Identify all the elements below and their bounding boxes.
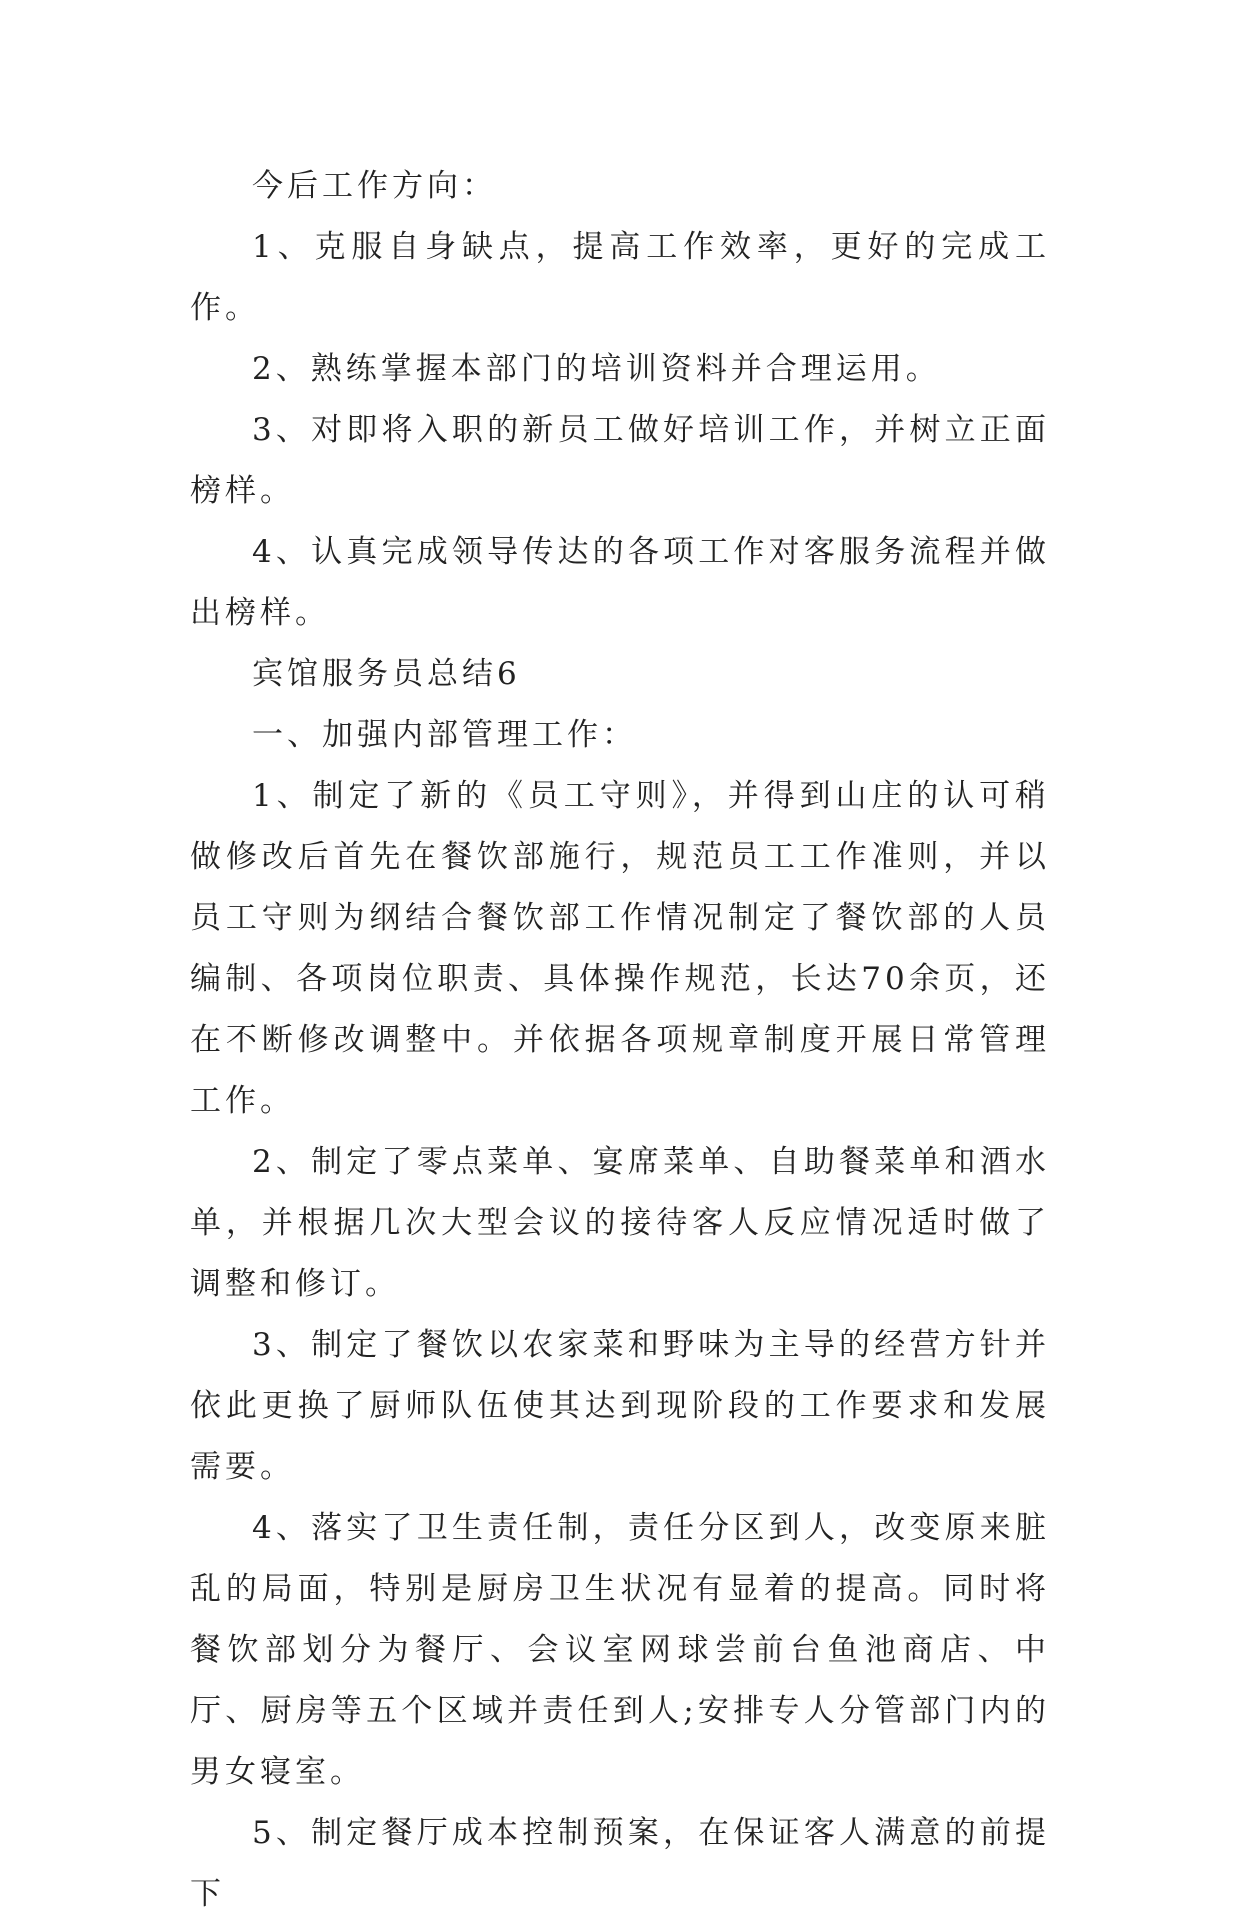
list-item-3: 3、对即将入职的新员工做好培训工作，并树立正面榜样。 bbox=[190, 412, 1050, 509]
document-body bbox=[190, 156, 1050, 1925]
list-item-4: 4、落实了卫生责任制，责任分区到人，改变原来脏乱的局面，特别是厨房卫生状况有显着的提高。同时将餐饮部划分为餐厅、会议室网球尝前台鱼池商店、中厅、厨房等五个区域并责任到人;安排专人分管部门内的男女寝室。 bbox=[190, 1510, 1050, 1790]
list-item-3: 3、制定了餐饮以农家菜和野味为主导的经营方针并依此更换了厨师队伍使其达到现阶段的工作要求和发展需要。 bbox=[190, 1327, 1050, 1485]
list-item-1: 1、克服自身缺点，提高工作效率，更好的完成工作。 bbox=[190, 229, 1050, 326]
section-heading-future-direction: 今后工作方向： bbox=[252, 168, 497, 204]
list-item-1: 1、制定了新的《员工守则》，并得到山庄的认可稍做修改后首先在餐饮部施行，规范员工工作准则，并以员工守则为纲结合餐饮部工作情况制定了餐饮部的人员编制、各项岗位职责、具体操作规范，长达70余页，还在不断修改调整中。并依据各项规章制度开展日常管理工作。 bbox=[190, 778, 1050, 1119]
section-title-summary-6: 宾馆服务员总结6 bbox=[252, 656, 521, 692]
list-item-5: 5、制定餐厅成本控制预案，在保证客人满意的前提下 bbox=[190, 1815, 1050, 1912]
list-item-4: 4、认真完成领导传达的各项工作对客服务流程并做出榜样。 bbox=[190, 534, 1050, 631]
list-item-2: 2、制定了零点菜单、宴席菜单、自助餐菜单和酒水单，并根据几次大型会议的接待客人反应情况适时做了调整和修订。 bbox=[190, 1144, 1050, 1302]
subsection-heading-internal-management: 一、加强内部管理工作： bbox=[252, 717, 637, 753]
list-item-2: 2、熟练掌握本部门的培训资料并合理运用。 bbox=[252, 351, 941, 387]
